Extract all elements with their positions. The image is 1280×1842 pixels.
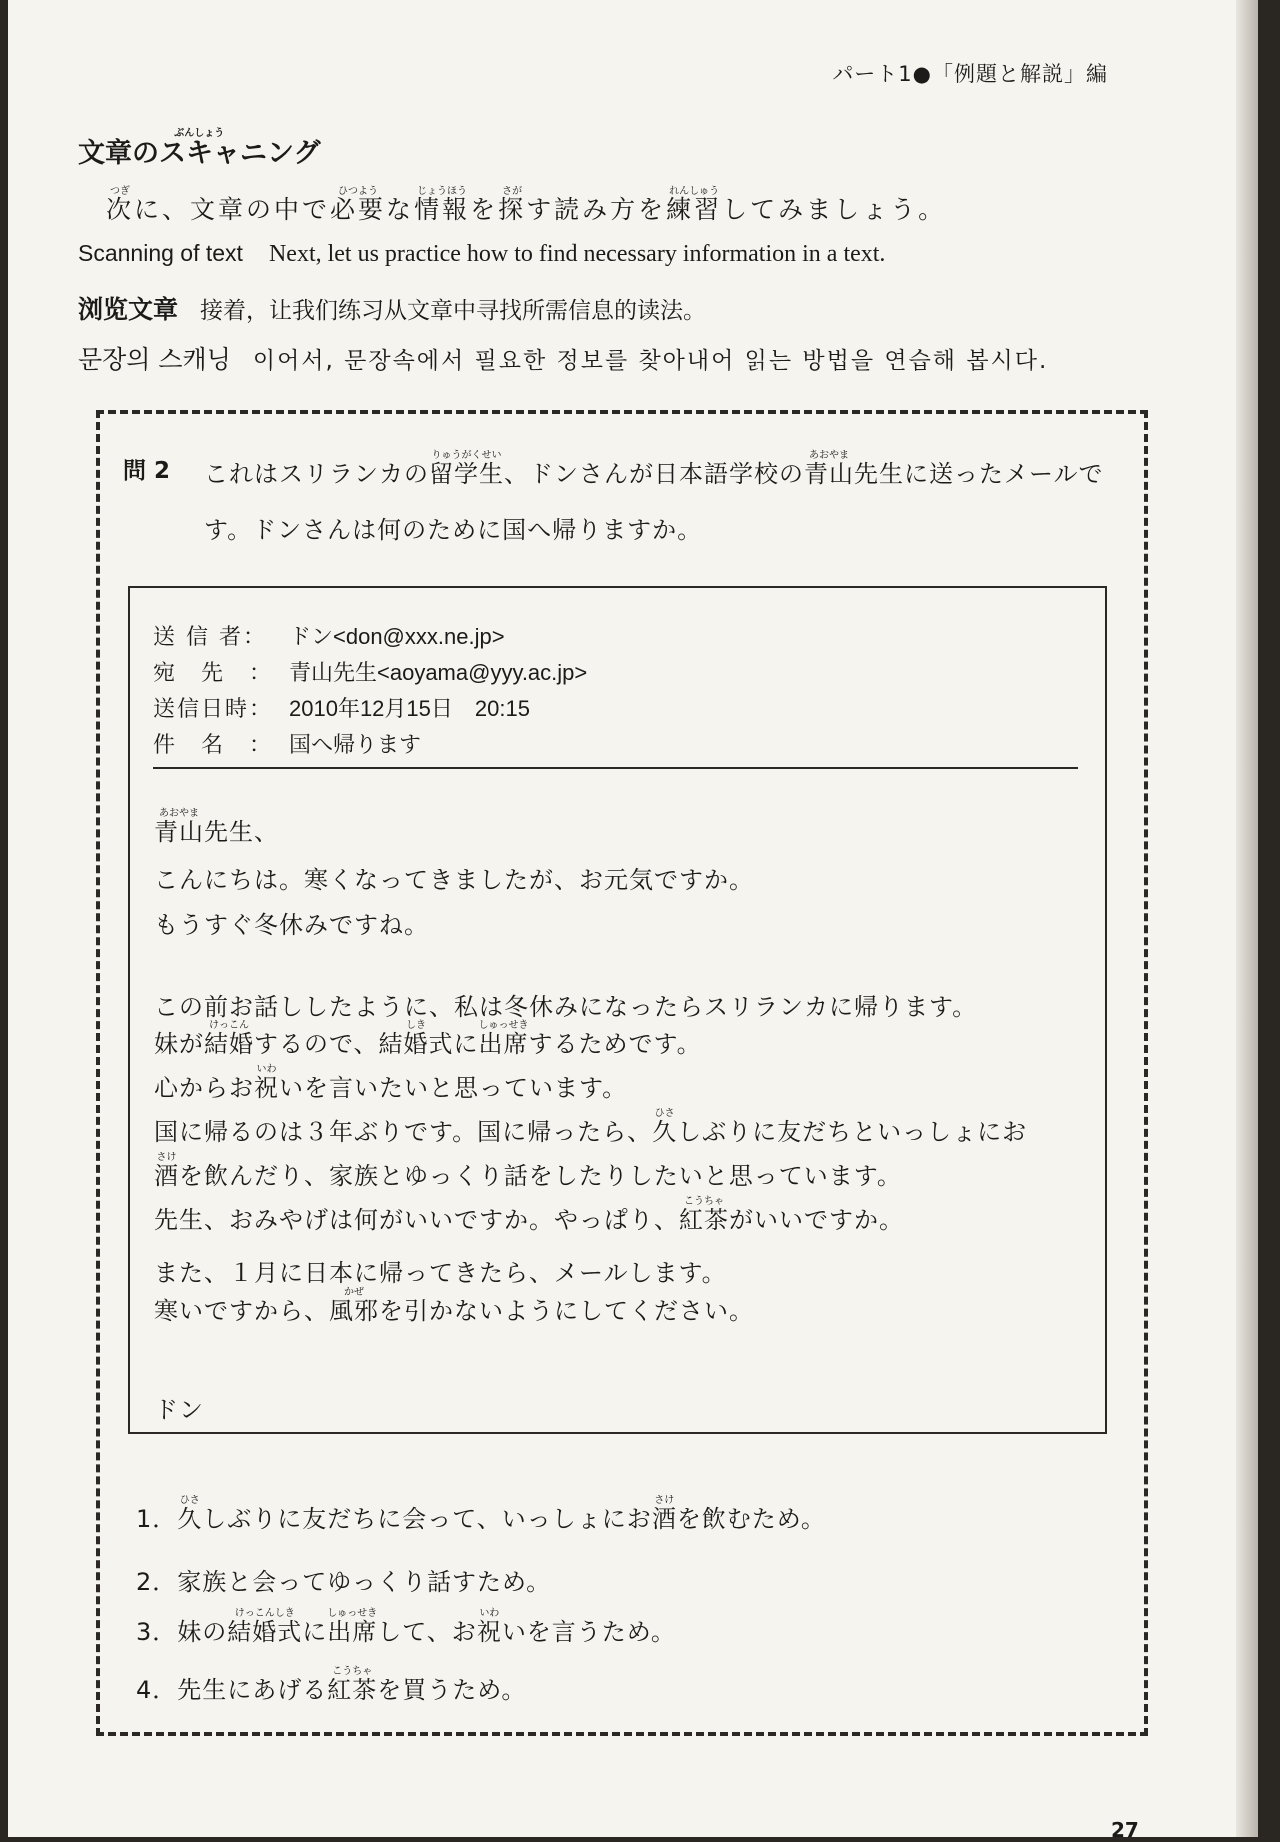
email-line: この前お話ししたように、私は冬休みになったらスリランカに帰ります。: [154, 993, 978, 1021]
question-text: これはスリランカの留学生りゅうがくせい、ドンさんが日本語学校の青山あおやま先生に送ったメールです。ドンさんは何のために国へ帰りますか。: [204, 450, 1104, 544]
korean-label: 문장의 스캐닝: [78, 345, 231, 374]
instruction-korean: [78, 340, 1048, 376]
email-date-row: 送信日時： 2010年12月15日 20:15: [153, 696, 530, 722]
email-line: もうすぐ冬休みですね。: [154, 911, 429, 939]
question-number: 問 2: [123, 458, 171, 484]
english-label: Scanning of text: [78, 240, 243, 266]
book-page: [8, 0, 1258, 1842]
answer-option-4[interactable]: 4．先生にあげる紅茶こうちゃを買うため。: [136, 1666, 527, 1704]
email-signature: ドン: [154, 1396, 204, 1424]
section-title: 文章のスキャニングぶんしょう: [78, 128, 321, 169]
korean-text: 이어서, 문장속에서 필요한 정보를 찾아내어 읽는 방법을 연습해 봅시다.: [252, 348, 1049, 374]
english-text: Next, let us practice how to find necessary information in a text.: [268, 241, 886, 267]
email-line: 国に帰るのは３年ぶりです。国に帰ったら、久ひさしぶりに友だちといっしょにお: [154, 1108, 1028, 1146]
email-from-row: 送 信 者： ドン<don@xxx.ne.jp>: [153, 624, 505, 650]
email-line: 心からお祝いわいを言いたいと思っています。: [154, 1064, 628, 1102]
email-line: 酒さけを飲んだり、家族とゆっくり話をしたりしたいと思っています。: [154, 1152, 902, 1190]
running-head: パート1●「例題と解説」編: [832, 62, 1108, 86]
chinese-text: 接着，让我们练习从文章中寻找所需信息的读法。: [200, 298, 707, 324]
email-line: 妹が結婚けっこんするので、結婚式しきに出席しゅっせきするためです。: [154, 1020, 702, 1058]
email-line: こんにちは。寒くなってきましたが、お元気ですか。: [154, 866, 754, 894]
answer-option-3[interactable]: 3．妹の結婚式けっこんしきに出席しゅっせきして、お祝いわいを言うため。: [136, 1608, 676, 1646]
page-spine-shadow: [1236, 0, 1258, 1837]
instruction-chinese: [78, 290, 706, 326]
chinese-label: 浏览文章: [78, 295, 179, 324]
email-to-row: 宛 先 ： 青山先生<aoyama@yyy.ac.jp>: [153, 660, 588, 686]
email-greeting: 青山あおやま先生、: [154, 808, 279, 846]
answer-option-2[interactable]: 2．家族と会ってゆっくり話すため。: [136, 1568, 552, 1596]
instruction-english: [78, 240, 885, 268]
email-line: 先生、おみやげは何がいいですか。やっぱり、紅茶こうちゃがいいですか。: [154, 1196, 904, 1234]
answer-option-1[interactable]: 1．久ひさしぶりに友だちに会って、いっしょにお酒さけを飲むため。: [136, 1495, 826, 1533]
email-line: また、１月に日本に帰ってきたら、メールします。: [154, 1259, 727, 1287]
instruction-japanese: 次つぎに、文章の中で必要ひつような情報じょうほうを探さがす読み方を練習れんしゅうしてみましょう。: [106, 186, 947, 224]
page-number: 27: [1111, 1818, 1139, 1842]
email-subject-row: 件 名 ： 国へ帰ります: [153, 732, 422, 758]
email-line: 寒いですから、風邪かぜを引かないようにしてください。: [154, 1287, 754, 1325]
email-divider: [153, 767, 1078, 769]
